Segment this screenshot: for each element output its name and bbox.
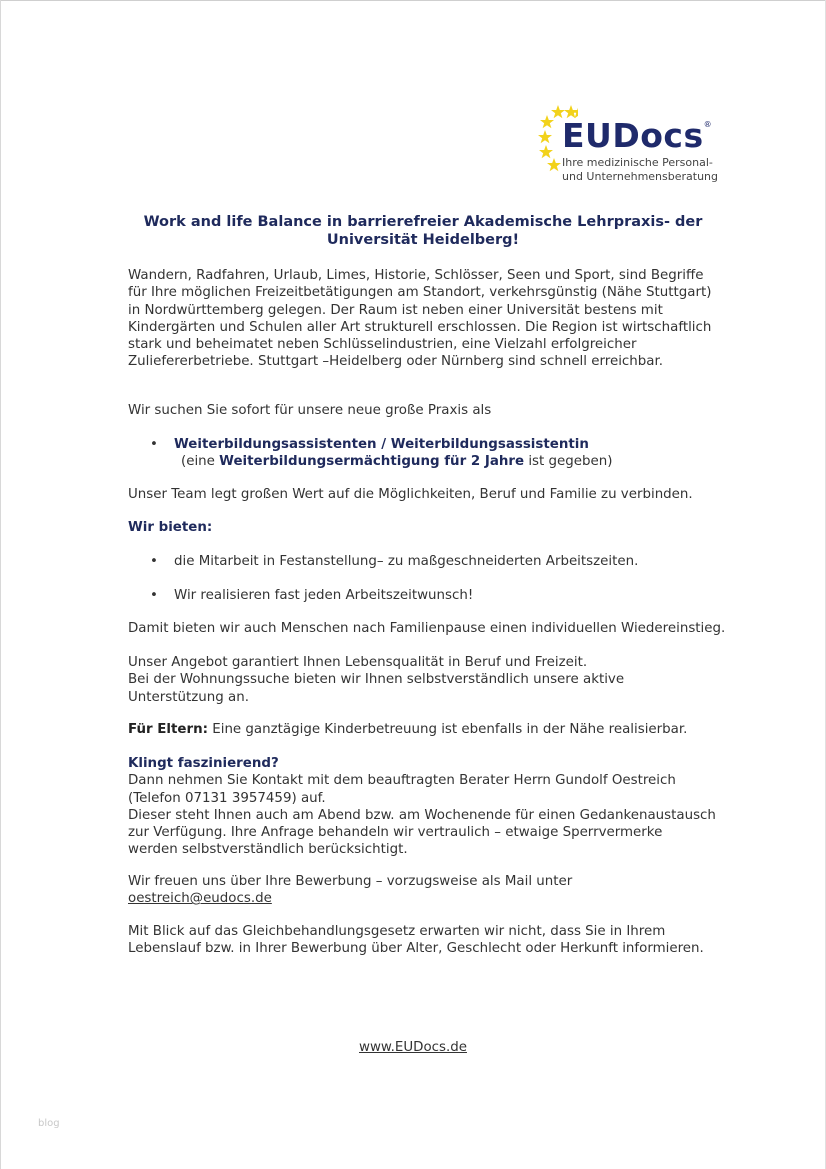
parents-text: Für Eltern: Eine ganztägige Kinderbetreuung ist ebenfalls in der Nähe realisierbar. (128, 722, 688, 737)
star-icon (547, 158, 561, 171)
logo-brand: EUDocs® (562, 116, 713, 155)
page-border-left (0, 0, 1, 1169)
application-paragraph: Wir freuen uns über Ihre Bewerbung – vorzugsweise als Mail unter oestreich@eudocs.de (128, 874, 573, 907)
team-text: Unser Team legt großen Wert auf die Möglichkeiten, Beruf und Familie zu verbinden. (128, 487, 693, 502)
intro-paragraph: Wandern, Radfahren, Urlaub, Limes, Historie, Schlösser, Seen und Sport, sind Begriffe für Ihre möglichen Freizeitbetätigungen am Standort, verkehrsgünstig (Nähe Stuttgart) in Nordwürttemberg gelegen. Der Raum ist neben einer Universität bestens mit Kindergärten und Schulen aller Art strukturell erschlossen. Die Region ist wirtschaftlich stark und beheimatet neben Schlüsselindustrien, eine Vielzahl erfolgreicher Zuliefererbetriebe. Stuttgart –Heidelberg oder Nürnberg sind schnell erreichbar. (128, 268, 712, 370)
quality-paragraph: Unser Angebot garantiert Ihnen Lebensqualität in Beruf und Freizeit. Bei der Wohnungssuche bieten wir Ihnen selbstverständlich unsere aktive Unterstützung an. (128, 655, 625, 705)
equality-paragraph: Mit Blick auf das Gleichbehandlungsgesetz erwarten wir nicht, dass Sie in Ihrem Lebenslauf bzw. in Ihrer Bewerbung über Alter, Geschlecht oder Herkunft informieren. (128, 924, 704, 957)
eudocs-logo (538, 103, 738, 193)
star-icon (540, 115, 554, 128)
contact-heading: Klingt faszinierend? (128, 756, 279, 771)
page-title: Work and life Balance in barrierefreier Akademische Lehrpraxis- der Universität Heidelberg! (143, 214, 703, 248)
email-link[interactable]: oestreich@eudocs.de (128, 891, 272, 907)
document-page: EUDocs® Ihre medizinische Personal- und Unternehmensberatung Work and life Balance in barrierefreier Akademische Lehrpraxis- der Universität Heidelberg! Wandern, Radfahren, Urlaub, Limes, Historie, Schlösser, Seen und Sport, sind Begriffe für Ihre möglichen Freizeitbetätigungen am Standort, verkehrsgünstig (Nähe Stuttgart) in Nordwürttemberg gelegen. Der Raum ist neben einer Universität bestens mit Kindergärten und Schulen aller Art strukturell erschlossen. Die Region ist wirtschaftlich stark und beheimatet neben Schlüsselindustrien, eine Vielzahl erfolgreicher Zuliefererbetriebe. Stuttgart –Heidelberg oder Nürnberg sind schnell erreichbar. Wir suchen Sie sofort für unsere neue große Praxis als • Weiterbildungsassistenten / Weiterbildungsassistentin (eine Weiterbildungsermächtigung für 2 Jahre ist gegeben) Unser Team legt großen Wert auf die Möglichkeiten, Beruf und Familie zu verbinden. Wir bieten: • die Mitarbeit in Festanstellung– zu maßgeschneiderten Arbeitszeiten. • Wir realisieren fast jeden Arbeitszeitwunsch! Damit bieten wir auch Menschen nach Familienpause einen individuellen Wiedereinstieg. Unser Angebot garantiert Ihnen Lebensqualität in Beruf und Freizeit. Bei der Wohnungssuche bieten wir Ihnen selbstverständlich unsere aktive Unterstützung an. Für Eltern: Eine ganztägige Kinderbetreuung ist ebenfalls in der Nähe realisierbar. Klingt faszinierend? Dann nehmen Sie Kontakt mit dem beauftragten Berater Herrn Gundolf Oestreich (Telefon 07131 3957459) auf. Dieser steht Ihnen auch am Abend bzw. am Wochenende für einen Gedankenaustausch zur Verfügung. Ihre Anfrage behandeln wir vertraulich – etwaige Sperrvermerke werden selbstverständlich berücksichtigt. Wir freuen uns über Ihre Bewerbung – vorzugsweise als Mail unter oestreich@eudocs.de Mit Blick auf das Gleichbehandlungsgesetz erwarten wir nicht, dass Sie in Ihrem Lebenslauf bzw. in Ihrer Bewerbung über Alter, Geschlecht oder Herkunft informieren. www.EUDocs.de blog (0, 0, 826, 1169)
offer-heading: Wir bieten: (128, 520, 213, 535)
logo-tagline: Ihre medizinische Personal- und Unternehmensberatung (562, 156, 719, 183)
bullet-icon: • (150, 554, 158, 569)
website-link[interactable]: www.EUDocs.de (359, 1040, 467, 1055)
star-icon (538, 130, 552, 143)
star-icon (539, 145, 553, 158)
reentry-text: Damit bieten wir auch Menschen nach Familienpause einen individuellen Wiedereinstieg. (128, 621, 726, 636)
contact-paragraph: Klingt faszinierend? Dann nehmen Sie Kontakt mit dem beauftragten Berater Herrn Gundolf Oestreich (Telefon 07131 3957459) auf. Dieser steht Ihnen auch am Abend bzw. am Wochenende für einen Gedankenaustausch zur Verfügung. Ihre Anfrage behandeln wir vertraulich – etwaige Sperrvermerke werden selbstverständlich berücksichtigt. (128, 755, 728, 859)
watermark: blog (38, 1118, 60, 1129)
page-border-top (0, 0, 826, 1)
search-text: Wir suchen Sie sofort für unsere neue große Praxis als (128, 403, 492, 418)
position-subline: (eine Weiterbildungsermächtigung für 2 Jahre ist gegeben) (181, 454, 613, 469)
bullet-icon: • (150, 437, 158, 452)
bullet-icon: • (150, 588, 158, 603)
position-title: Weiterbildungsassistenten / Weiterbildungsassistentin (174, 437, 589, 452)
